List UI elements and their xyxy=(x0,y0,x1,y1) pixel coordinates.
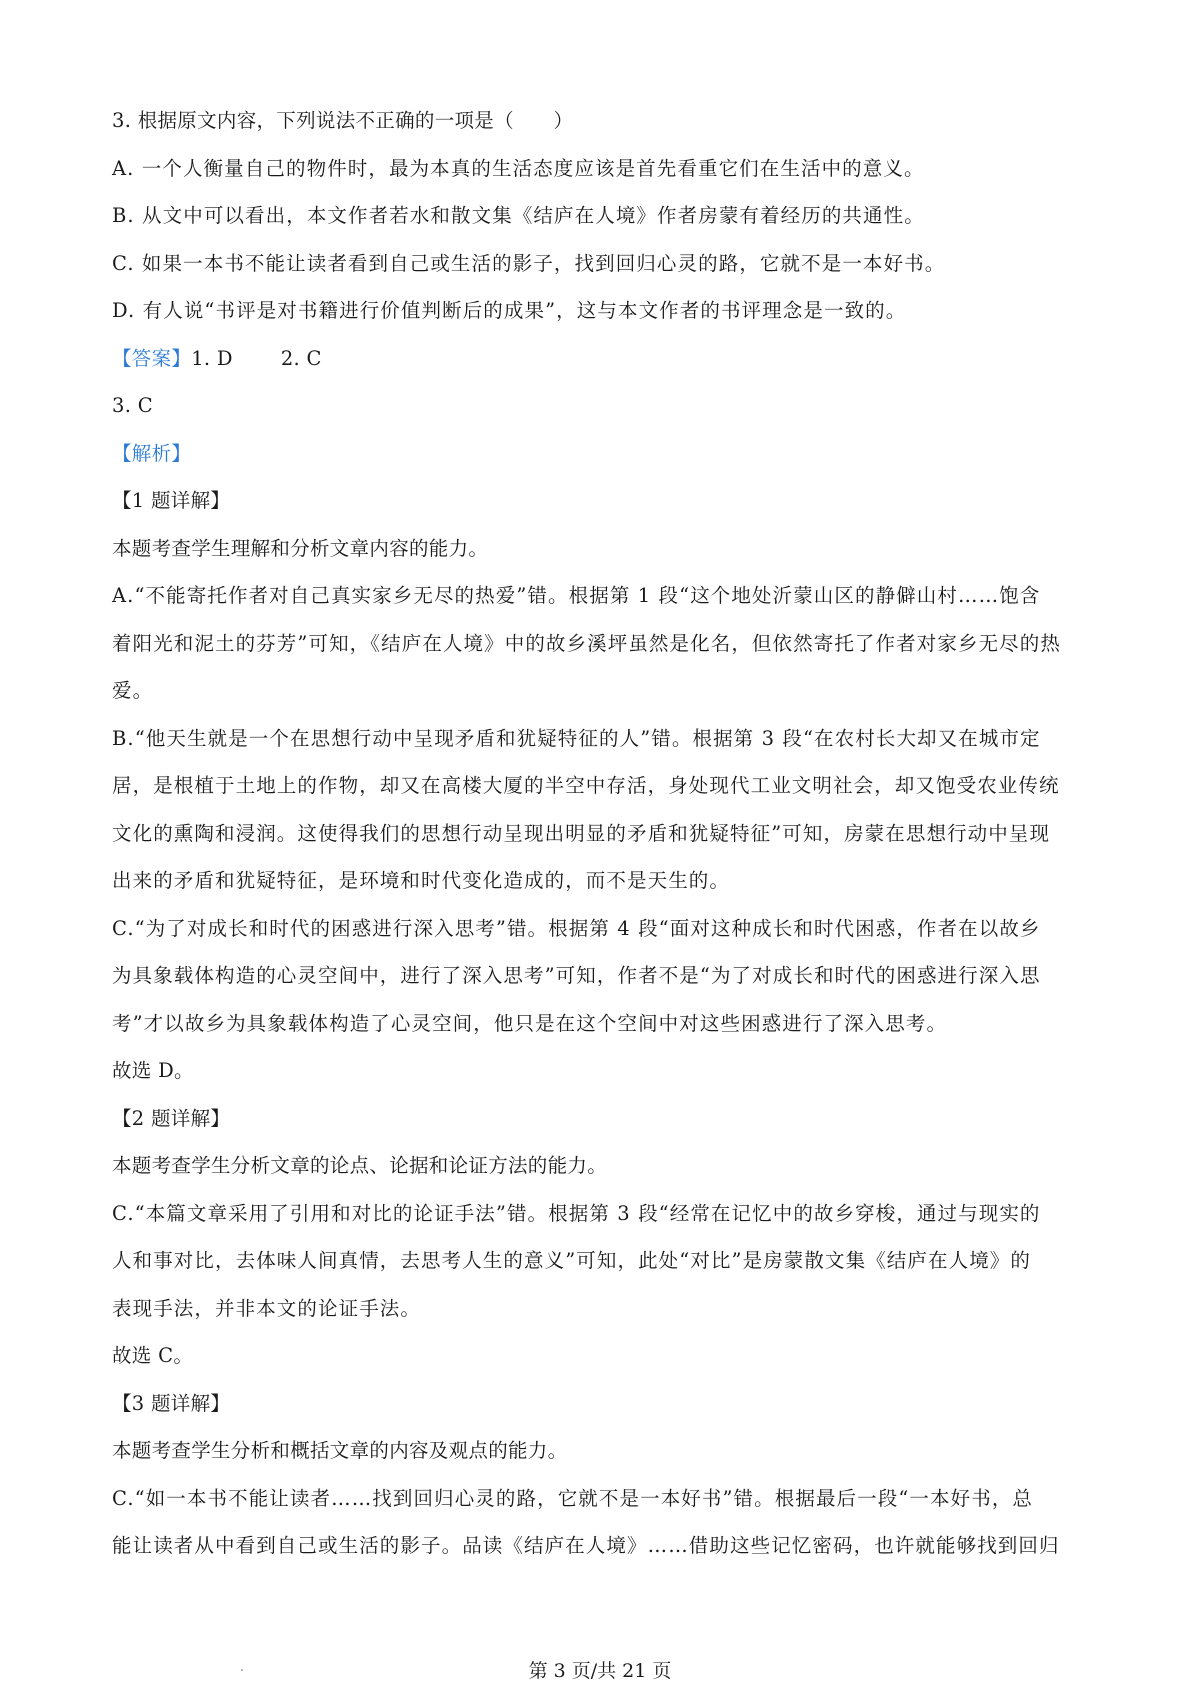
option-a: A. 一个人衡量自己的物件时，最为本真的生活态度应该是首先看重它们在生活中的意义。 xyxy=(112,156,925,180)
q1-choose: 故选 D。 xyxy=(112,1059,194,1082)
q1-a-line-2: 着阳光和泥土的芬芳”可知，《结庐在人境》中的故乡溪坪虽然是化名，但依然寄托了作者对家乡无尽的热 xyxy=(112,631,1061,655)
q1-c-line-2: 为具象载体构造的心灵空间中，进行了深入思考”可知，作者不是“为了对成长和时代的困惑进行深入思 xyxy=(112,964,1041,987)
answer-3: 3. C xyxy=(112,394,153,417)
q1-detail-title: 【1 题详解】 xyxy=(112,489,231,512)
q2-choose: 故选 C。 xyxy=(112,1344,194,1367)
q3-c-line-1: C.“如一本书不能让读者……找到回归心灵的路，它就不是一本好书”错。根据最后一段“一本好书，总 xyxy=(112,1486,1034,1510)
page-number-footer: 第 3 页/共 21 页 xyxy=(528,1660,672,1682)
question-3-stem: 3. 根据原文内容，下列说法不正确的一项是（ ） xyxy=(112,109,574,132)
q1-c-line-3: 考”才以故乡为具象载体构造了心灵空间，他只是在这个空间中对这些困惑进行了深入思考。 xyxy=(112,1011,948,1035)
answer-2: 2. C xyxy=(280,346,322,370)
q1-a-line-3: 爱。 xyxy=(112,679,154,702)
q2-c-line-1: C.“本篇文章采用了引用和对比的论证手法”错。根据第 3 段“经常在记忆中的故乡穿梭，通过与现实的 xyxy=(112,1201,1041,1225)
option-d: D. 有人说“书评是对书籍进行价值判断后的成果”，这与本文作者的书评理念是一致的。 xyxy=(112,299,907,322)
q2-intro: 本题考查学生分析文章的论点、论据和论证方法的能力。 xyxy=(112,1154,608,1177)
q2-c-line-3: 表现手法，并非本文的论证手法。 xyxy=(112,1296,422,1320)
q3-detail-title: 【3 题详解】 xyxy=(112,1391,231,1415)
q2-c-line-2: 人和事对比，去体味人间真情，去思考人生的意义”可知，此处“对比”是房蒙散文集《结庐在人境》的 xyxy=(112,1249,1032,1272)
option-c: C. 如果一本书不能让读者看到自己或生活的影子，找到回归心灵的路，它就不是一本好书。 xyxy=(112,251,946,275)
answer-1: 1. D xyxy=(191,346,233,370)
q1-b-line-4: 出来的矛盾和犹疑特征，是环境和时代变化造成的，而不是天生的。 xyxy=(112,869,731,892)
q1-intro: 本题考查学生理解和分析文章内容的能力。 xyxy=(112,536,489,560)
q1-b-line-1: B.“他天生就是一个在思想行动中呈现矛盾和犹疑特征的人”错。根据第 3 段“在农村长大却又在城市定 xyxy=(112,726,1041,750)
analysis-tag: 【解析】 xyxy=(112,441,192,465)
q2-detail-title: 【2 题详解】 xyxy=(112,1106,231,1130)
q1-b-line-2: 居，是根植于土地上的作物，却又在高楼大厦的半空中存活，身处现代工业文明社会，却又饱受农业传统 xyxy=(112,774,1060,797)
answer-tag: 【答案】 xyxy=(112,346,192,370)
answer-line xyxy=(112,335,1097,383)
q3-c-line-2: 能让读者从中看到自己或生活的影子。品读《结庐在人境》……借助这些记忆密码，也许就能够找到回归 xyxy=(112,1534,1060,1557)
q3-intro: 本题考查学生分析和概括文章的内容及观点的能力。 xyxy=(112,1439,568,1462)
q1-c-line-1: C.“为了对成长和时代的困惑进行深入思考”错。根据第 4 段“面对这种成长和时代困惑，作者在以故乡 xyxy=(112,916,1041,940)
page-content xyxy=(112,97,1097,1570)
option-b: B. 从文中可以看出，本文作者若水和散文集《结庐在人境》作者房蒙有着经历的共通性。 xyxy=(112,204,925,227)
q1-a-line-1: A.“不能寄托作者对自己真实家乡无尽的热爱”错。根据第 1 段“这个地处沂蒙山区的静僻山村……饱含 xyxy=(112,584,1041,607)
q1-b-line-3: 文化的熏陶和浸润。这使得我们的思想行动呈现出明显的矛盾和犹疑特征”可知，房蒙在思想行动中呈现 xyxy=(112,821,1051,845)
